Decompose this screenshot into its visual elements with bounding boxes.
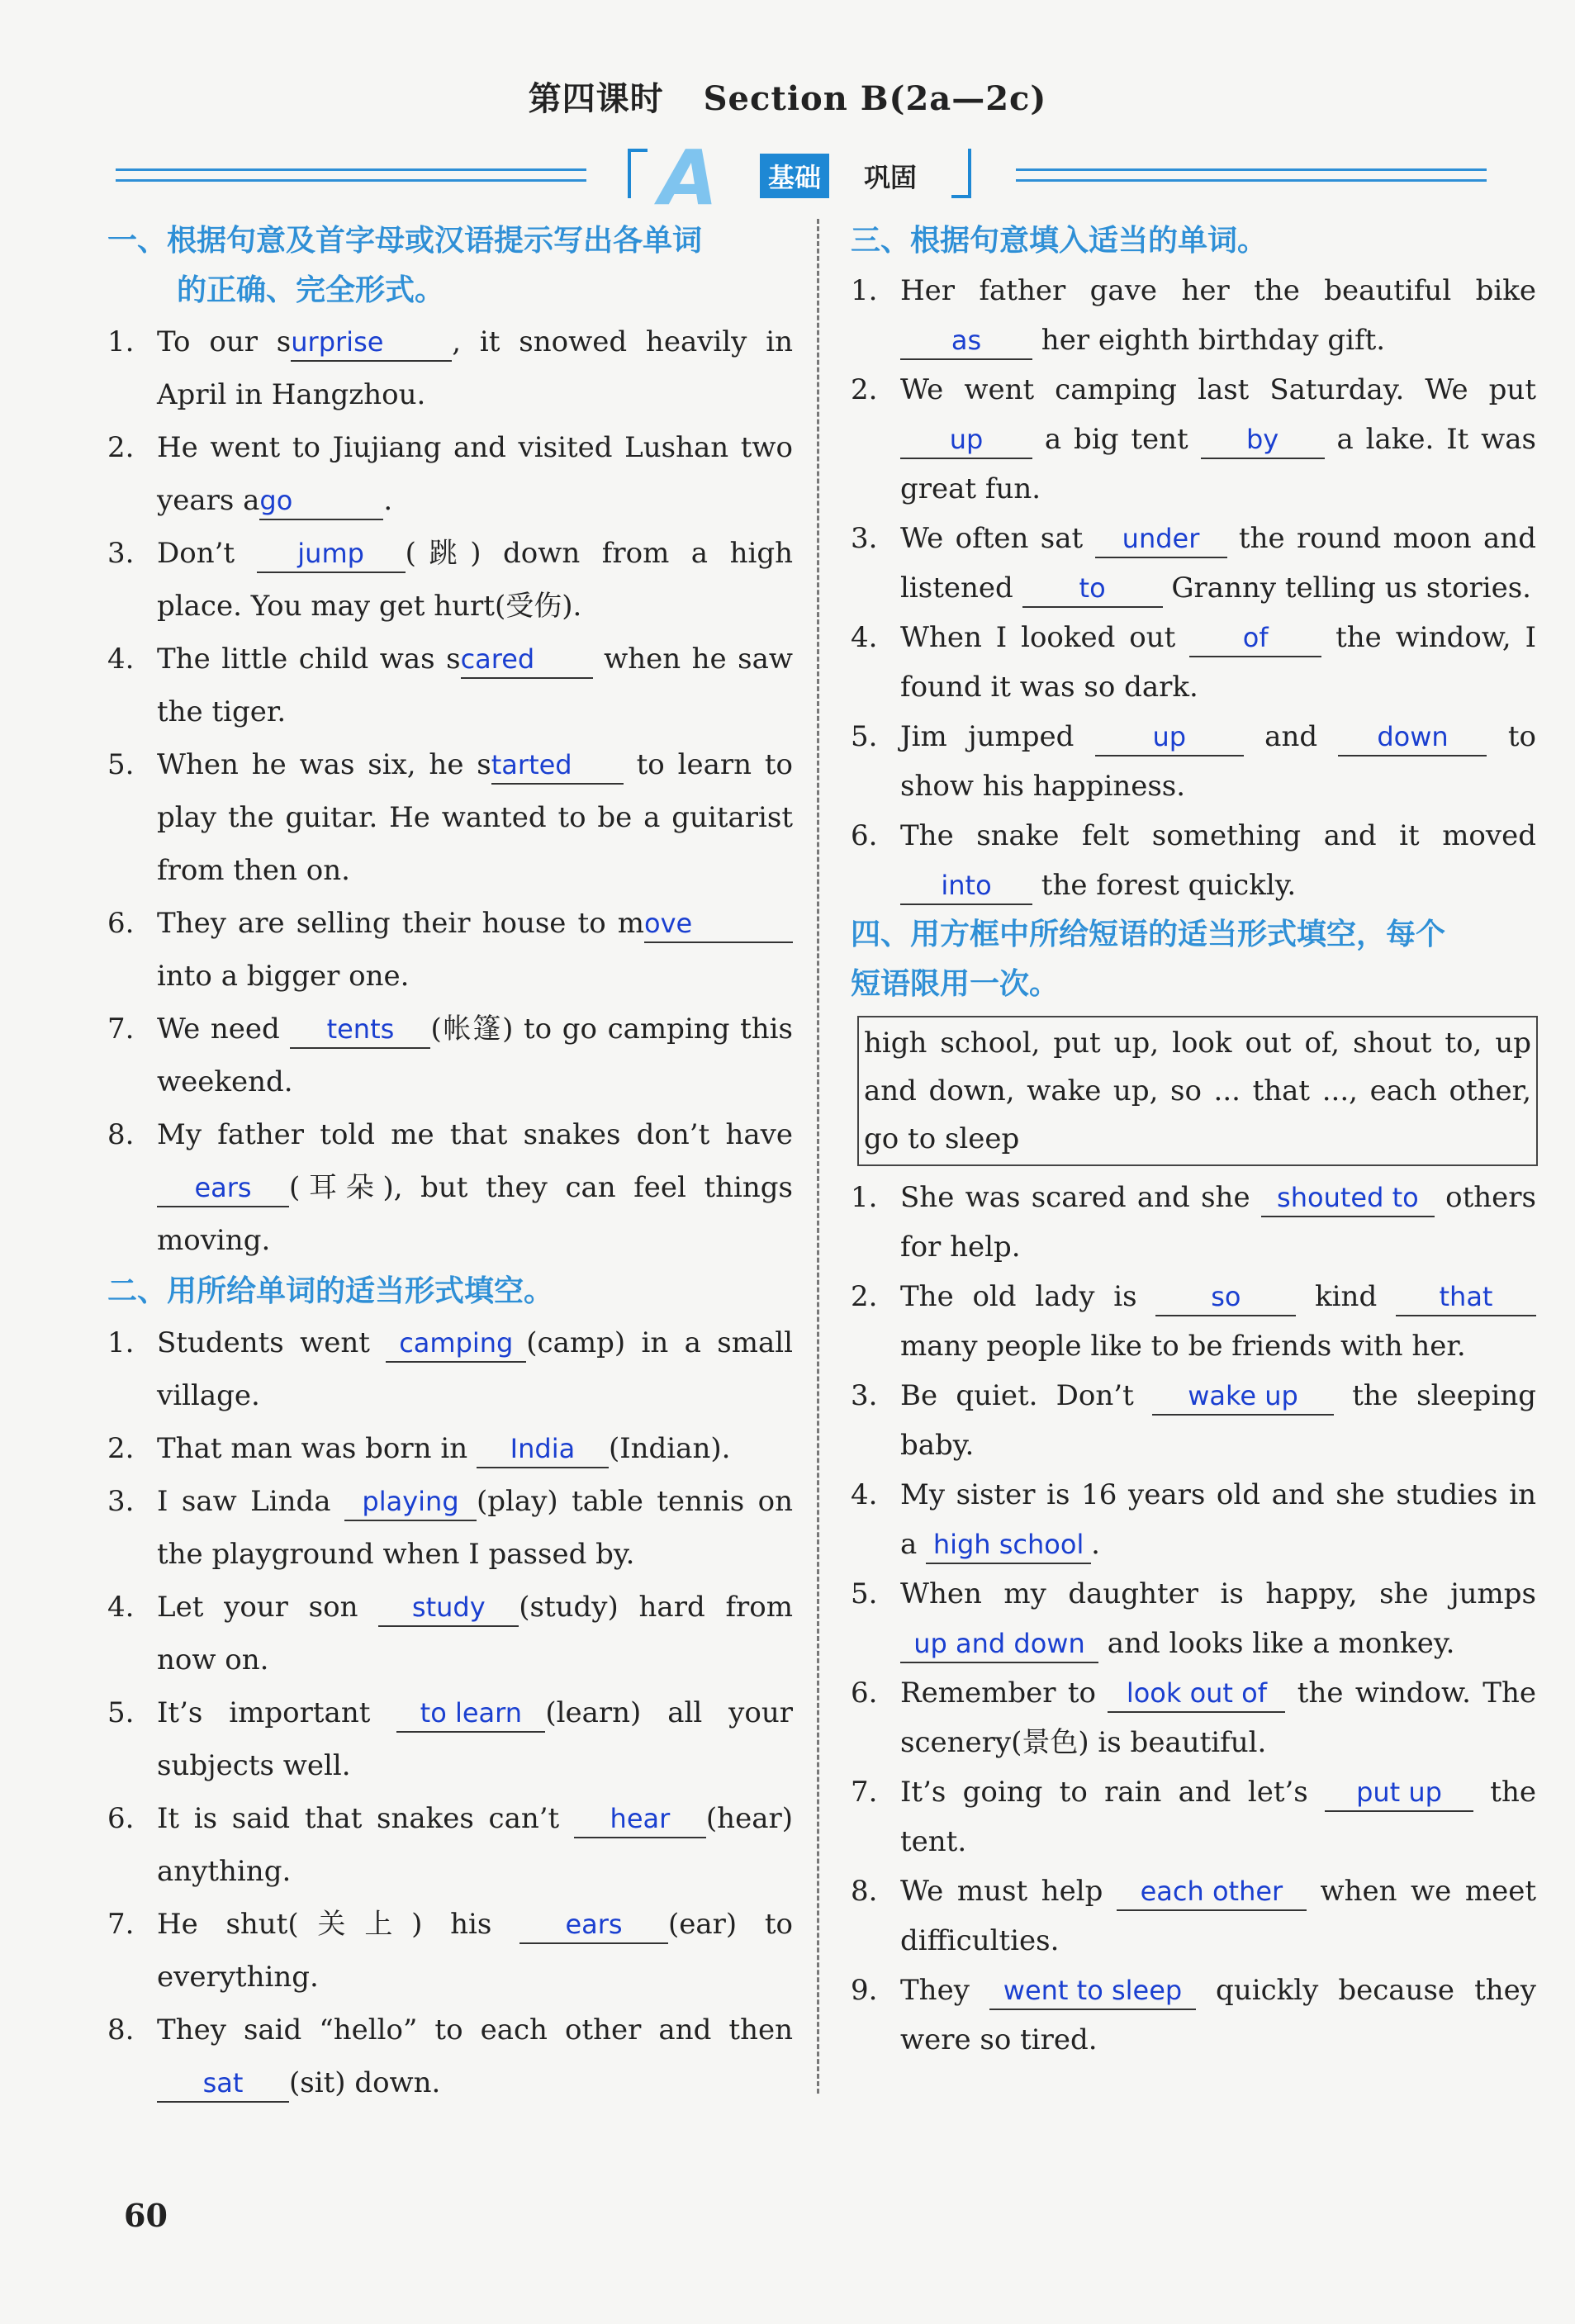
item-text: Be quiet. Don’t — [900, 1379, 1152, 1412]
item-number: 4. — [107, 643, 135, 676]
item-text: (camp) in a small village. — [157, 1326, 793, 1412]
answer-blank[interactable]: playing — [344, 1483, 477, 1521]
item-text: the round moon and listened — [900, 522, 1536, 605]
item-text: (study) hard from now on. — [157, 1591, 794, 1677]
section-1-title-line1: 一、根据句意及首字母或汉语提示写出各单词 — [107, 224, 703, 258]
item-text: It’s going to rain and let’s — [900, 1776, 1326, 1809]
item-text: to learn to play the guitar. He wanted to be a guitarist from then on. — [157, 748, 793, 887]
item-text: Remember to — [900, 1677, 1108, 1710]
item-text: many people like to be friends with her. — [900, 1330, 1466, 1363]
item-text: (ear) to everything. — [157, 1908, 793, 1994]
s2-item-1 — [107, 1316, 793, 1422]
item-text: others for help. — [900, 1181, 1536, 1264]
lesson-cn: 第四课时 — [528, 79, 664, 118]
item-text: When he was six, he s — [157, 748, 491, 781]
item-text: the sleeping baby. — [900, 1379, 1536, 1462]
item-number: 4. — [851, 1478, 878, 1511]
item-text: When I looked out — [900, 621, 1190, 654]
s2-item-8 — [107, 2004, 793, 2109]
s1-item-4 — [107, 633, 793, 738]
s3-item-1 — [851, 266, 1536, 365]
badge-letter: A — [659, 134, 719, 222]
s4-item-2 — [851, 1272, 1536, 1371]
item-text: It is said that snakes can’t — [157, 1802, 574, 1835]
section-4-title — [851, 910, 1536, 1009]
item-text: He went to Jiujiang and visited Lushan two years a — [157, 431, 793, 517]
s3-item-4 — [851, 613, 1536, 712]
item-text: The old lady is — [900, 1280, 1156, 1313]
answer-blank[interactable]: cared — [461, 641, 593, 679]
item-text: To our s — [157, 325, 292, 358]
item-text: the forest quickly. — [1032, 869, 1297, 902]
answer-blank[interactable]: camping — [386, 1325, 526, 1363]
item-text: They — [900, 1974, 989, 2007]
answer-blank[interactable]: tarted — [491, 747, 624, 785]
item-text: , it snowed heavily in April in Hangzhou. — [157, 325, 793, 411]
answer-blank[interactable]: put up — [1325, 1774, 1473, 1812]
answer-blank[interactable]: that — [1396, 1278, 1536, 1316]
item-number: 5. — [107, 1696, 135, 1729]
item-text: to show his happiness. — [900, 720, 1536, 803]
answer-blank[interactable]: ove — [644, 905, 793, 943]
item-text: My sister is 16 years old and she studies in a — [900, 1478, 1536, 1561]
item-number: 3. — [107, 537, 135, 570]
item-text: (play) table tennis on the playground when I passed by. — [157, 1485, 794, 1571]
s1-item-3 — [107, 527, 793, 633]
s4-item-3 — [851, 1371, 1536, 1470]
item-text: the window. The scenery(景色) is beautiful. — [900, 1677, 1536, 1759]
item-text: her eighth birthday gift. — [1032, 324, 1386, 357]
item-number: 2. — [107, 1432, 135, 1465]
banner-rule-right — [1016, 168, 1487, 182]
item-text: When my daughter is happy, she jumps — [900, 1577, 1536, 1610]
section-3-title: 三、根据句意填入适当的单词。 — [851, 224, 1268, 258]
s1-item-7 — [107, 1003, 793, 1108]
answer-blank[interactable]: by — [1201, 421, 1325, 459]
s3-item-2 — [851, 365, 1536, 514]
answer-blank[interactable]: as — [900, 322, 1032, 360]
item-number: 2. — [851, 373, 878, 406]
answer-blank[interactable]: each other — [1117, 1873, 1307, 1911]
answer-blank[interactable]: urprise — [291, 324, 452, 362]
item-number: 6. — [107, 907, 135, 940]
right-column — [851, 216, 1536, 2065]
item-text: She was scared and she — [900, 1181, 1261, 1214]
answer-blank[interactable]: up — [1095, 719, 1244, 756]
item-number: 1. — [851, 274, 878, 307]
answer-blank[interactable]: ears — [157, 1169, 289, 1207]
answer-blank[interactable]: India — [477, 1430, 609, 1468]
s3-item-6 — [851, 811, 1536, 910]
answer-blank[interactable]: wake up — [1152, 1378, 1334, 1416]
section-2-title: 二、用所给单词的适当形式填空。 — [107, 1274, 554, 1308]
answer-blank[interactable]: hear — [574, 1800, 706, 1838]
answer-blank[interactable]: jump — [257, 535, 406, 573]
s1-item-6 — [107, 897, 793, 1003]
item-number: 1. — [851, 1181, 878, 1214]
item-number: 7. — [851, 1776, 878, 1809]
s1-item-1 — [107, 315, 793, 421]
item-text: Students went — [157, 1326, 387, 1359]
item-text: The snake felt something and it moved — [900, 819, 1536, 852]
s2-item-4 — [107, 1581, 793, 1686]
item-text: It’s important — [157, 1696, 397, 1729]
item-text: . — [1091, 1528, 1100, 1561]
item-number: 5. — [107, 748, 135, 781]
answer-blank[interactable]: went to sleep — [989, 1972, 1196, 2010]
item-text: I saw Linda — [157, 1485, 345, 1518]
item-text: My father told me that snakes don’t have — [157, 1118, 793, 1151]
page-number: 60 — [124, 2197, 168, 2234]
section-1-title — [107, 216, 793, 315]
item-number: 6. — [851, 819, 878, 852]
s4-item-4 — [851, 1470, 1536, 1569]
item-text: He shut(关上) his — [157, 1908, 520, 1941]
s4-item-8 — [851, 1866, 1536, 1966]
answer-blank[interactable]: down — [1338, 719, 1487, 756]
item-text: . — [383, 484, 393, 517]
s4-item-5 — [851, 1569, 1536, 1668]
item-number: 8. — [851, 1875, 878, 1908]
s1-item-8 — [107, 1108, 793, 1267]
section-banner — [116, 134, 1487, 222]
item-number: 3. — [851, 1379, 878, 1412]
item-text: Her father gave her the beautiful bike — [900, 274, 1536, 307]
item-number: 1. — [107, 1326, 135, 1359]
item-text: Granny telling us stories. — [1162, 572, 1531, 605]
answer-blank[interactable]: study — [378, 1589, 519, 1627]
item-text: They said “hello” to each other and then — [157, 2013, 793, 2047]
s1-item-2 — [107, 421, 793, 527]
item-number: 4. — [107, 1591, 135, 1624]
item-number: 3. — [107, 1485, 135, 1518]
item-number: 7. — [107, 1908, 135, 1941]
item-text: quickly because they were so tired. — [900, 1974, 1536, 2056]
badge-text: 巩固 — [864, 162, 918, 193]
item-text: a big tent — [1032, 423, 1201, 456]
item-text: the tent. — [900, 1776, 1536, 1858]
item-text: Let your son — [157, 1591, 379, 1624]
s2-item-5 — [107, 1686, 793, 1792]
bracket-left-icon — [628, 149, 648, 198]
item-text: (帐篷) to go camping this weekend. — [157, 1013, 793, 1098]
item-text: The little child was s — [157, 643, 461, 676]
item-text: and — [1243, 720, 1339, 753]
item-number: 1. — [107, 325, 135, 358]
s2-item-6 — [107, 1792, 793, 1898]
item-text: We must help — [900, 1875, 1117, 1908]
answer-blank[interactable]: sat — [157, 2065, 289, 2103]
badge-tag: 基础 — [760, 154, 829, 198]
s4-item-6 — [851, 1668, 1536, 1767]
item-text: Jim jumped — [900, 720, 1095, 753]
s3-item-3 — [851, 514, 1536, 613]
s2-item-3 — [107, 1475, 793, 1581]
item-text: kind — [1296, 1280, 1396, 1313]
answer-blank[interactable]: to learn — [396, 1695, 545, 1733]
bracket-right-icon — [951, 149, 971, 198]
item-text: We went camping last Saturday. We put — [900, 373, 1536, 406]
s4-item-9 — [851, 1966, 1536, 2065]
item-text: We often sat — [900, 522, 1095, 555]
item-text: (hear) anything. — [157, 1802, 793, 1888]
item-text: when he saw the tiger. — [157, 643, 794, 728]
item-number: 6. — [107, 1802, 135, 1835]
s1-item-5 — [107, 738, 793, 897]
answer-blank[interactable]: up — [900, 421, 1032, 459]
answer-blank[interactable]: ears — [519, 1906, 668, 1944]
answer-blank[interactable]: high school — [926, 1526, 1091, 1564]
item-number: 4. — [851, 621, 878, 654]
section-4-title-line2: 短语限用一次。 — [851, 967, 1060, 1001]
s2-item-2 — [107, 1422, 793, 1475]
item-number: 8. — [107, 2013, 135, 2047]
item-text: the window, I found it was so dark. — [900, 621, 1536, 704]
left-column — [107, 216, 793, 2109]
s2-item-7 — [107, 1898, 793, 2004]
item-text: and looks like a monkey. — [1098, 1627, 1455, 1660]
item-number: 5. — [851, 1577, 878, 1610]
item-text: (耳朵), but they can feel things moving. — [157, 1171, 793, 1257]
s4-item-7 — [851, 1767, 1536, 1866]
item-number: 2. — [107, 431, 135, 464]
item-text: They are selling their house to m — [157, 907, 644, 940]
item-text: (跳) down from a high place. You may get hurt(受伤). — [157, 537, 794, 623]
answer-blank[interactable]: up and down — [900, 1625, 1098, 1663]
phrase-box: high school, put up, look out of, shout to, up and down, wake up, so ... that ..., each other, go to sleep — [857, 1016, 1538, 1166]
item-text: (learn) all your subjects well. — [157, 1696, 793, 1782]
answer-blank[interactable]: under — [1095, 520, 1227, 558]
item-text: into a bigger one. — [157, 960, 410, 993]
answer-blank[interactable]: to — [1022, 570, 1163, 608]
item-text: (sit) down. — [289, 2066, 441, 2099]
item-number: 2. — [851, 1280, 878, 1313]
s3-item-5 — [851, 712, 1536, 811]
item-number: 6. — [851, 1677, 878, 1710]
s4-item-1 — [851, 1173, 1536, 1272]
answer-blank[interactable]: look out of — [1108, 1675, 1285, 1713]
banner-rule-left — [116, 168, 586, 182]
section-1-title-line2: 的正确、完全形式。 — [177, 273, 445, 307]
item-number: 5. — [851, 720, 878, 753]
item-text: That man was born in — [157, 1432, 477, 1465]
item-number: 7. — [107, 1013, 135, 1046]
answer-blank[interactable]: so — [1155, 1278, 1296, 1316]
item-number: 9. — [851, 1974, 878, 2007]
answer-blank[interactable]: shouted to — [1261, 1179, 1435, 1217]
answer-blank[interactable]: of — [1189, 619, 1321, 657]
item-text: when we meet difficulties. — [900, 1875, 1536, 1957]
answer-blank[interactable]: go — [259, 482, 383, 520]
section-4-title-line1: 四、用方框中所给短语的适当形式填空，每个 — [851, 918, 1446, 951]
item-text: We need — [157, 1013, 291, 1046]
column-divider — [817, 219, 819, 2094]
item-text: Don’t — [157, 537, 257, 570]
lesson-en: Section B(2a—2c) — [703, 79, 1047, 118]
answer-blank[interactable]: into — [900, 867, 1032, 905]
page-title — [0, 73, 1575, 120]
item-number: 3. — [851, 522, 878, 555]
item-text: (Indian). — [608, 1432, 731, 1465]
answer-blank[interactable]: tents — [290, 1011, 430, 1049]
item-text: a lake. It was great fun. — [900, 423, 1536, 505]
item-number: 8. — [107, 1118, 135, 1151]
